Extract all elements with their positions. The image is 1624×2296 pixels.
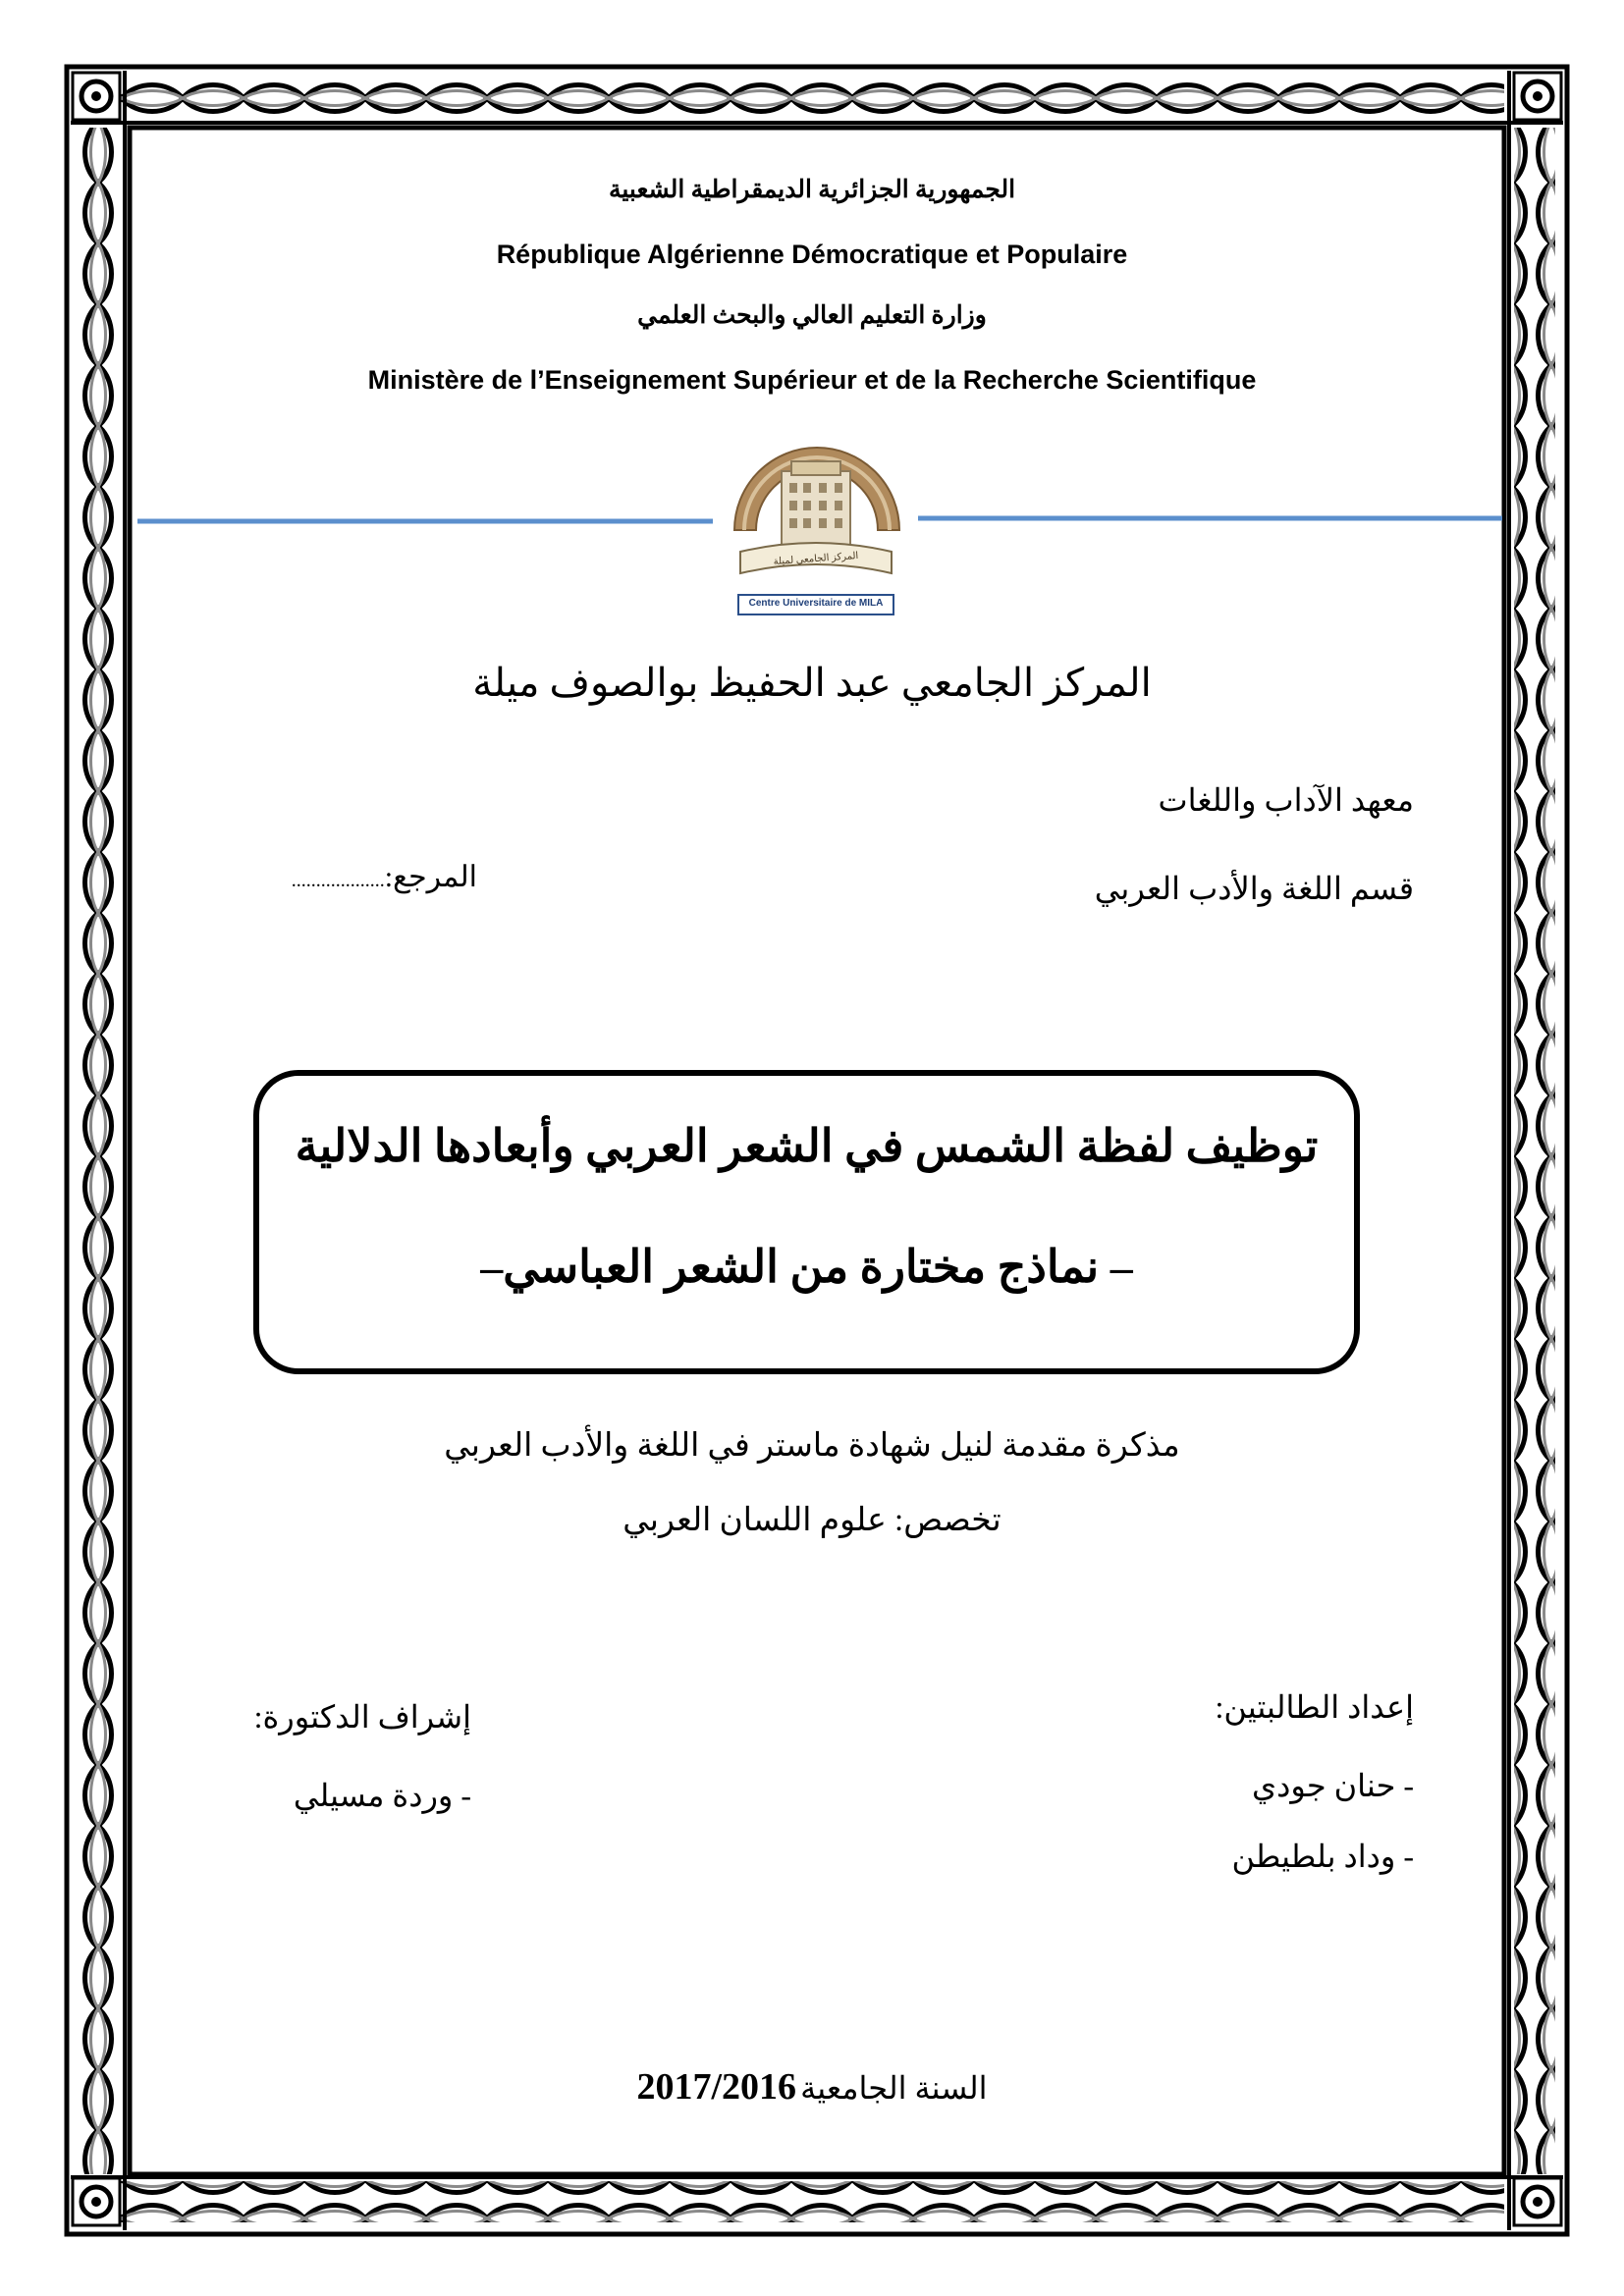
degree-specialty: تخصص: علوم اللسان العربي: [623, 1503, 1001, 1538]
corner-ornament-top-left: [73, 73, 120, 120]
university-logo: [721, 436, 911, 622]
academic-year: [393, 2065, 1231, 2109]
department-name: قسم اللغة والأدب العربي: [1094, 871, 1414, 906]
student-name-1: - حنان جودي: [1252, 1768, 1414, 1803]
thesis-title-line2: – نماذج مختارة من الشعر العباسي–: [480, 1242, 1133, 1292]
ministry-french: Ministère de l’Enseignement Supérieur et de la Recherche Scientifique: [367, 365, 1257, 395]
republic-french: République Algérienne Démocratique et Populaire: [496, 240, 1128, 269]
students-label: إعداد الطالبتين:: [1215, 1689, 1414, 1725]
academic-year-value: 2017/2016: [636, 2066, 797, 2108]
logo-caption: Centre Universitaire de MILA: [748, 598, 884, 609]
logo-banner-text: المركز الجامعي لميلة: [773, 550, 859, 568]
thesis-title-line1: توظيف لفظة الشمس في الشعر العربي وأبعادها الدلالية: [295, 1121, 1319, 1171]
degree-memo: مذكرة مقدمة لنيل شهادة ماستر في اللغة والأدب العربي: [444, 1428, 1180, 1464]
corner-ornament-bottom-right: [1514, 2178, 1561, 2225]
academic-year-label: السنة الجامعية: [800, 2070, 988, 2106]
university-center-name: المركز الجامعي عبد الحفيظ بوالصوف ميلة: [472, 661, 1152, 705]
supervisor-label: إشراف الدكتورة:: [253, 1699, 471, 1735]
corner-ornament-top-right: [1514, 73, 1561, 120]
reference-dots: ...................: [291, 870, 385, 891]
student-name-2: - وداد بلطيطن: [1231, 1839, 1414, 1874]
reference-field: [242, 860, 477, 894]
republic-arabic: الجمهورية الجزائرية الديمقراطية الشعبية: [608, 177, 1016, 203]
corner-ornament-bottom-left: [73, 2178, 120, 2225]
institute-name: معهد الآداب واللغات: [1158, 782, 1414, 818]
thesis-title-box: [253, 1070, 1360, 1374]
supervisor-name: - وردة مسيلي: [293, 1778, 471, 1813]
reference-label: المرجع:: [384, 861, 477, 893]
ministry-arabic: وزارة التعليم العالي والبحث العلمي: [637, 302, 987, 329]
